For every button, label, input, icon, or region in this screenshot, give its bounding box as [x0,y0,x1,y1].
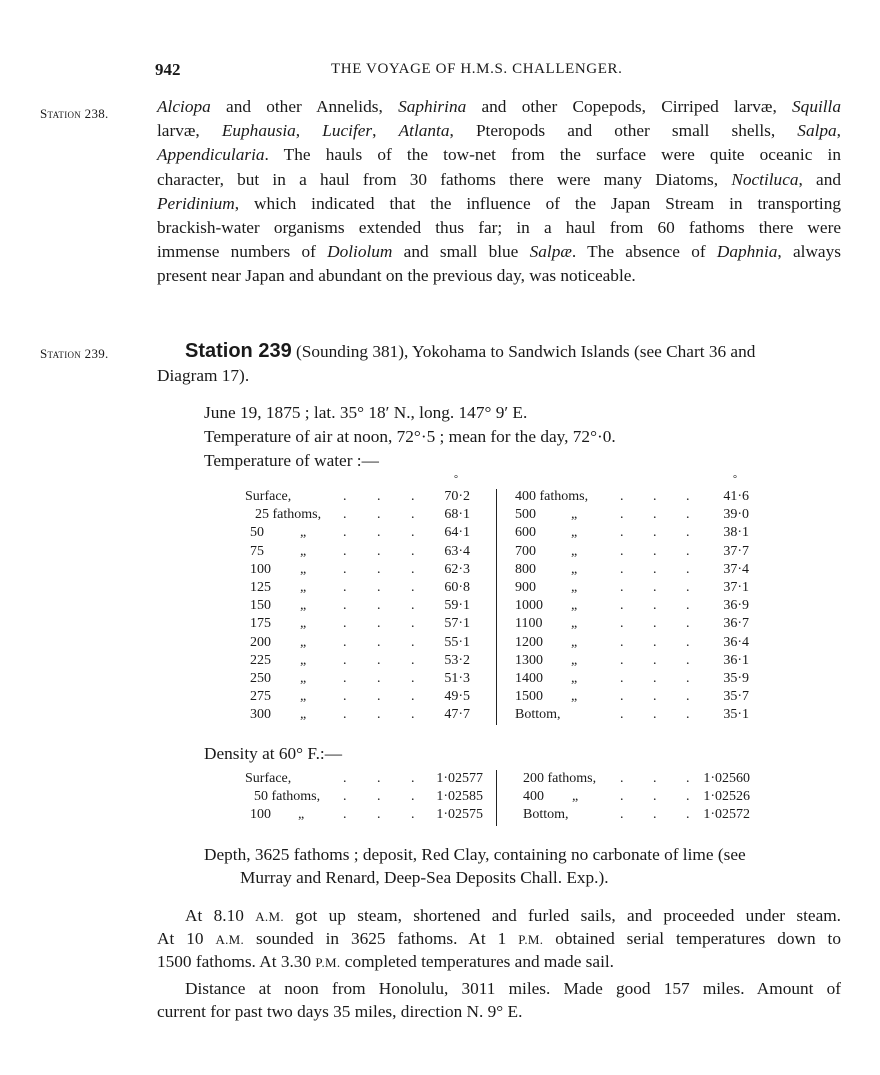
leader-dot: . [343,635,347,650]
leader-dot: . [411,544,415,559]
temp-depth-right: 800 [515,562,536,577]
leader-dot: . [620,525,624,540]
temp-value-left: 63·4 [444,544,470,559]
leader-dot: . [653,598,657,613]
text-run: and other Copepods, Cirriped larvæ, [466,97,793,116]
ditto-mark: „ [300,580,307,595]
leader-dot: . [343,562,347,577]
station-239-heading-line2: Diagram 17). [157,366,250,385]
text-run: and small blue [392,242,530,262]
leader-dot: . [377,525,381,540]
leader-dot: . [653,707,657,722]
leader-dot: . [686,807,690,822]
leader-dot: . [620,507,624,522]
water-temperature-label: Temperature of water :— [204,451,379,470]
leader-dot: . [686,689,690,704]
temp-value-left: 51·3 [444,671,470,686]
italic-term: Squilla [792,97,841,116]
leader-dot: . [343,653,347,668]
density-depth-left: Surface, [245,771,292,786]
leader-dot: . [653,771,657,786]
leader-dot: . [411,789,415,804]
narrative-line: At 10 A.M. sounded in 3625 fathoms. At 1 P.M. obtained serial temperatures down to [157,929,841,948]
leader-dot: . [653,807,657,822]
temp-depth-right: 1200 [515,635,543,650]
leader-dot: . [686,771,690,786]
ditto-mark: „ [571,562,578,577]
leader-dot: . [377,635,381,650]
leader-dot: . [411,507,415,522]
leader-dot: . [686,653,690,668]
text-run: character, but in a haul from 30 fathoms there were many Diatoms, [157,169,732,189]
paragraph-line [157,119,841,143]
temp-value-right: 37·7 [723,544,749,559]
temp-depth-right: 1000 [515,598,543,613]
leader-dot: . [620,598,624,613]
temp-value-right: 38·1 [723,525,749,540]
station-239-heading [185,340,755,363]
ditto-mark: „ [300,653,307,668]
temp-value-right: 35·9 [723,671,749,686]
leader-dot: . [411,689,415,704]
leader-dot: . [411,598,415,613]
temp-depth-right: 1500 [515,689,543,704]
ditto-mark: „ [571,635,578,650]
temp-depth-right: 600 [515,525,536,540]
temp-value-right: 36·7 [723,616,749,631]
text-run: immense numbers of [157,242,328,262]
station-239-heading-bold: Station 239 [185,340,292,362]
density-value-left: 1·02585 [436,789,483,804]
ditto-mark: „ [300,562,307,577]
narrative-line: At 8.10 A.M. got up steam, shortened and furled sails, and proceeded under steam. [185,906,841,925]
leader-dot: . [343,616,347,631]
text-run: , [372,121,399,141]
ditto-mark: „ [300,544,307,559]
leader-dot: . [620,580,624,595]
leader-dot: . [620,789,624,804]
distance-line: Distance at noon from Honolulu, 3011 miles. Made good 157 miles. Amount of [185,979,841,998]
leader-dot: . [343,580,347,595]
leader-dot: . [411,525,415,540]
leader-dot: . [377,598,381,613]
density-depth-left: 100 [250,807,271,822]
leader-dot: . [411,771,415,786]
leader-dot: . [411,489,415,504]
temp-value-left: 49·5 [444,689,470,704]
depth-line-2: Murray and Renard, Deep-Sea Deposits Chall. Exp.). [240,868,609,887]
temp-depth-left: 25 fathoms, [255,507,322,522]
narrative-line: 1500 fathoms. At 3.30 P.M. completed temperatures and made sail. [157,952,614,971]
temp-value-left: 60·8 [444,580,470,595]
density-value-right: 1·02560 [703,771,750,786]
ditto-mark: „ [300,525,307,540]
station-239-heading-rest: (Sounding 381), Yokohama to Sandwich Islands (see Chart 36 and [291,342,756,361]
temp-value-right: 39·0 [723,507,749,522]
leader-dot: . [620,771,624,786]
side-label-station-238: Station 238. [40,106,109,121]
leader-dot: . [377,562,381,577]
degree-mark-left: ° [454,474,458,485]
paragraph-line [157,240,841,264]
leader-dot: . [377,771,381,786]
ditto-mark: „ [300,689,307,704]
text-run: , [836,121,841,141]
leader-dot: . [411,635,415,650]
leader-dot: . [686,507,690,522]
text-run: . The absence of [571,242,717,262]
temp-value-right: 37·1 [723,580,749,595]
density-depth-right: 400 [523,789,544,804]
leader-dot: . [686,616,690,631]
italic-term: Daphnia [716,242,778,262]
date-position-line: June 19, 1875 ; lat. 35° 18′ N., long. 147° 9′ E. [204,403,528,422]
leader-dot: . [343,525,347,540]
italic-term: Saphirina [398,97,467,116]
text-run: , [295,121,323,141]
temp-depth-left: 200 [250,635,271,650]
leader-dot: . [620,562,624,577]
density-depth-right: 200 fathoms, [523,771,597,786]
paragraph-line [157,216,841,240]
italic-term: Salpa [797,121,837,141]
station-238-paragraph [157,95,841,289]
temp-depth-left: 75 [250,544,264,559]
leader-dot: . [620,616,624,631]
italic-term: Atlanta [398,121,450,141]
depth-line-1: Depth, 3625 fathoms ; deposit, Red Clay, containing no carbonate of lime (see [204,845,746,864]
paragraph-line [157,143,841,167]
leader-dot: . [411,562,415,577]
leader-dot: . [653,616,657,631]
italic-term: Euphausia [221,121,296,141]
leader-dot: . [377,616,381,631]
text-run: , always [777,242,841,262]
leader-dot: . [411,653,415,668]
temp-value-left: 70·2 [444,489,470,504]
temp-value-left: 68·1 [444,507,470,522]
leader-dot: . [653,653,657,668]
leader-dot: . [653,525,657,540]
temp-value-left: 57·1 [444,616,470,631]
text-run: . The hauls of the tow-net from the surface were quite oceanic in [264,145,841,165]
ditto-mark: „ [571,653,578,668]
temp-depth-right: 900 [515,580,536,595]
leader-dot: . [686,489,690,504]
temp-value-left: 53·2 [444,653,470,668]
leader-dot: . [620,671,624,686]
leader-dot: . [686,789,690,804]
italic-term: Lucifer [322,121,373,141]
density-value-left: 1·02577 [436,771,483,786]
leader-dot: . [620,807,624,822]
temp-depth-right: Bottom, [515,707,561,722]
distance-line: current for past two days 35 miles, direction N. 9° E. [157,1002,523,1021]
leader-dot: . [411,671,415,686]
temp-depth-left: 300 [250,707,271,722]
temp-depth-left: 225 [250,653,271,668]
temp-depth-right: 700 [515,544,536,559]
density-value-left: 1·02575 [436,807,483,822]
leader-dot: . [620,653,624,668]
italic-term: Doliolum [327,242,393,262]
leader-dot: . [686,671,690,686]
leader-dot: . [377,671,381,686]
ditto-mark: „ [300,635,307,650]
temp-value-left: 55·1 [444,635,470,650]
temp-depth-left: 175 [250,616,271,631]
temp-depth-left: 50 [250,525,264,540]
leader-dot: . [411,616,415,631]
temp-depth-left: 100 [250,562,271,577]
ditto-mark: „ [571,580,578,595]
leader-dot: . [620,707,624,722]
leader-dot: . [620,635,624,650]
ditto-mark: „ [300,598,307,613]
leader-dot: . [343,771,347,786]
temp-depth-right: 1400 [515,671,543,686]
italic-term: Alciopa [157,97,211,116]
leader-dot: . [686,598,690,613]
ditto-mark: „ [300,707,307,722]
leader-dot: . [653,507,657,522]
temp-depth-left: 250 [250,671,271,686]
leader-dot: . [377,580,381,595]
leader-dot: . [653,671,657,686]
ditto-mark: „ [571,525,578,540]
leader-dot: . [653,489,657,504]
temp-depth-right: 500 [515,507,536,522]
text-run: brackish-water organisms extended thus far; in a haul from 60 fathoms there were [157,218,841,238]
leader-dot: . [343,507,347,522]
leader-dot: . [653,689,657,704]
temp-value-left: 62·3 [444,562,470,577]
leader-dot: . [343,789,347,804]
temp-value-left: 59·1 [444,598,470,613]
temp-value-left: 47·7 [444,707,470,722]
temp-value-right: 35·7 [723,689,749,704]
side-label-station-239: Station 239. [40,346,109,361]
leader-dot: . [686,562,690,577]
text-run: , and [798,169,841,189]
leader-dot: . [686,707,690,722]
density-depth-right: Bottom, [523,807,569,822]
ditto-mark: „ [298,807,305,822]
italic-term: Appendicularia [157,145,265,165]
text-run: , Pteropods and other small shells, [449,121,798,141]
ditto-mark: „ [571,544,578,559]
leader-dot: . [377,507,381,522]
leader-dot: . [343,689,347,704]
text-run: , which indicated that the influence of the Japan Stream in transporting [234,193,841,213]
temp-depth-right: 1300 [515,653,543,668]
air-temperature-line: Temperature of air at noon, 72°·5 ; mean for the day, 72°·0. [204,427,616,446]
density-value-right: 1·02526 [703,789,750,804]
text-run: and other Annelids, [210,97,399,116]
temp-value-right: 36·1 [723,653,749,668]
leader-dot: . [653,562,657,577]
paragraph-line [157,168,841,192]
density-value-right: 1·02572 [703,807,750,822]
temp-value-right: 35·1 [723,707,749,722]
leader-dot: . [686,544,690,559]
density-label: Density at 60° F.:— [204,744,343,763]
temp-value-right: 36·4 [723,635,749,650]
temp-depth-right: 1100 [515,616,543,631]
ditto-mark: „ [571,689,578,704]
temperature-table-divider [496,489,497,725]
density-depth-left: 50 fathoms, [254,789,321,804]
leader-dot: . [377,489,381,504]
italic-term: Salpæ [529,242,572,262]
text-run: larvæ, [157,121,222,141]
temp-value-right: 41·6 [723,489,749,504]
ditto-mark: „ [571,598,578,613]
leader-dot: . [653,544,657,559]
temp-depth-left: 275 [250,689,271,704]
leader-dot: . [343,807,347,822]
ditto-mark: „ [300,616,307,631]
leader-dot: . [377,807,381,822]
temp-depth-left: 125 [250,580,271,595]
ditto-mark: „ [571,616,578,631]
leader-dot: . [620,489,624,504]
leader-dot: . [343,707,347,722]
leader-dot: . [343,489,347,504]
ditto-mark: „ [571,507,578,522]
leader-dot: . [343,598,347,613]
leader-dot: . [653,635,657,650]
ditto-mark: „ [300,671,307,686]
leader-dot: . [620,689,624,704]
ditto-mark: „ [571,671,578,686]
leader-dot: . [377,544,381,559]
leader-dot: . [377,689,381,704]
page-number: 942 [155,60,181,79]
running-title: THE VOYAGE OF H.M.S. CHALLENGER. [331,61,623,77]
paragraph-line [157,192,841,216]
leader-dot: . [686,580,690,595]
text-run: present near Japan and abundant on the previous day, was noticeable. [157,266,636,286]
leader-dot: . [653,789,657,804]
leader-dot: . [377,707,381,722]
leader-dot: . [411,807,415,822]
leader-dot: . [377,789,381,804]
leader-dot: . [343,544,347,559]
paragraph-line [157,264,841,288]
leader-dot: . [653,580,657,595]
temp-depth-left: Surface, [245,489,292,504]
leader-dot: . [686,525,690,540]
temp-value-right: 37·4 [723,562,749,577]
density-table-divider [496,770,497,826]
paragraph-line [157,95,841,119]
temp-depth-left: 150 [250,598,271,613]
leader-dot: . [620,544,624,559]
leader-dot: . [411,707,415,722]
italic-term: Peridinium [157,193,235,213]
leader-dot: . [343,671,347,686]
ditto-mark: „ [572,789,579,804]
degree-mark-right: ° [733,474,737,485]
temp-value-left: 64·1 [444,525,470,540]
italic-term: Noctiluca [731,169,799,189]
leader-dot: . [377,653,381,668]
leader-dot: . [686,635,690,650]
leader-dot: . [411,580,415,595]
temp-value-right: 36·9 [723,598,749,613]
temp-depth-right: 400 fathoms, [515,489,589,504]
